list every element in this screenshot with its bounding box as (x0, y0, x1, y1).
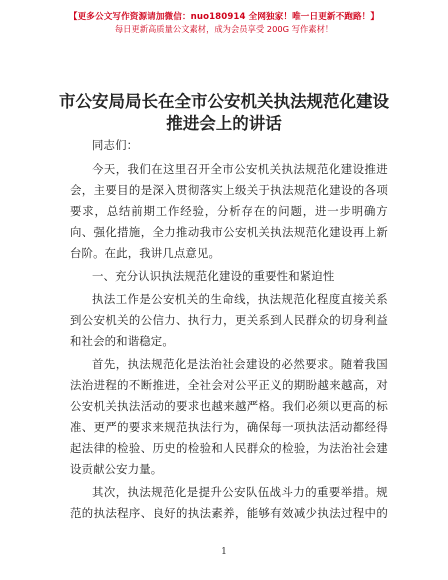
body-line: 要 求 ， 总 结 前 期 工 作 经 验 ， 分 析 存 在 的 问 题 ， 进 一 步 明 确 方 (70, 204, 388, 218)
body-line: 一、充分认识执法规范化建设的重要性和紧迫性 (92, 269, 335, 283)
page-number: 1 (221, 547, 227, 557)
document-title-line-1: 市公安局局长在全市公安机关执法规范化建设 (59, 92, 389, 111)
body-line: 今 天 ， 我 们 在 这 里 召 开 全 市 公 安 机 关 执 法 规 范 化 建 设 推 进 (92, 162, 388, 176)
document-title-line-2: 推进会上的讲话 (166, 114, 282, 133)
body-line: 向 、 强 化 措 施 ， 全 力 推 动 我 市 公 安 机 关 执 法 规 范 化 建 设 再 上 新 (70, 225, 388, 239)
body-line: 设贡献公安力量。 (70, 462, 163, 476)
body-line: 同志们： (92, 138, 139, 152)
body-line: 公 安 机 关 执 法 活 动 的 要 求 也 越 来 越 严 格 。 我 们 必 须 以 更 高 的 标 (70, 399, 388, 413)
body-line: 法 治 进 程 的 不 断 推 进 ， 全 社 会 对 公 平 正 义 的 期 盼 越 来 越 高 ， 对 (70, 378, 388, 392)
body-line: 起 法 律 的 检 验 、 历 史 的 检 验 和 人 民 群 众 的 检 验 ， 为 法 治 社 会 建 (70, 441, 388, 455)
body-line: 台阶。在此，我讲几点意见。 (70, 246, 221, 260)
body-line: 到 公 安 机 关 的 公 信 力 、 执 行 力 ， 更 关 系 到 人 民 群 众 的 切 身 利 益 (70, 313, 388, 327)
body-line: 和社会的和谐稳定。 (70, 334, 174, 348)
body-line: 准 、 更 严 的 要 求 来 规 范 执 法 行 为 ， 确 保 每 一 项 执 法 活 动 都 经 得 (70, 420, 388, 434)
body-line: 首 先 ， 执 法 规 范 化 是 法 治 社 会 建 设 的 必 然 要 求 。 随 着 我 国 (92, 357, 388, 371)
body-line: 会 ， 主 要 目 的 是 深 入 贯 彻 落 实 上 级 关 于 执 法 规 范 化 建 设 的 各 项 (70, 183, 388, 197)
body-line: 范 的 执 法 程 序 、 良 好 的 执 法 素 养 ， 能 够 有 效 减 少 执 法 过 程 中 的 (70, 506, 388, 520)
body-line: 其 次 ， 执 法 规 范 化 是 提 升 公 安 队 伍 战 斗 力 的 重 要 举 措 。 规 (92, 485, 388, 499)
promo-banner-line-2: 每日更新高质量公文素材，成为会员享受 200G 写作素材！ (114, 24, 334, 34)
body-line: 执 法 工 作 是 公 安 机 关 的 生 命 线 ， 执 法 规 范 化 程 度 直 接 关 系 (92, 292, 388, 306)
promo-banner-line-1: 【更多公文写作资源请加微信：nuo180914 全网独家！唯一日更新不跑路！】 (68, 12, 380, 22)
